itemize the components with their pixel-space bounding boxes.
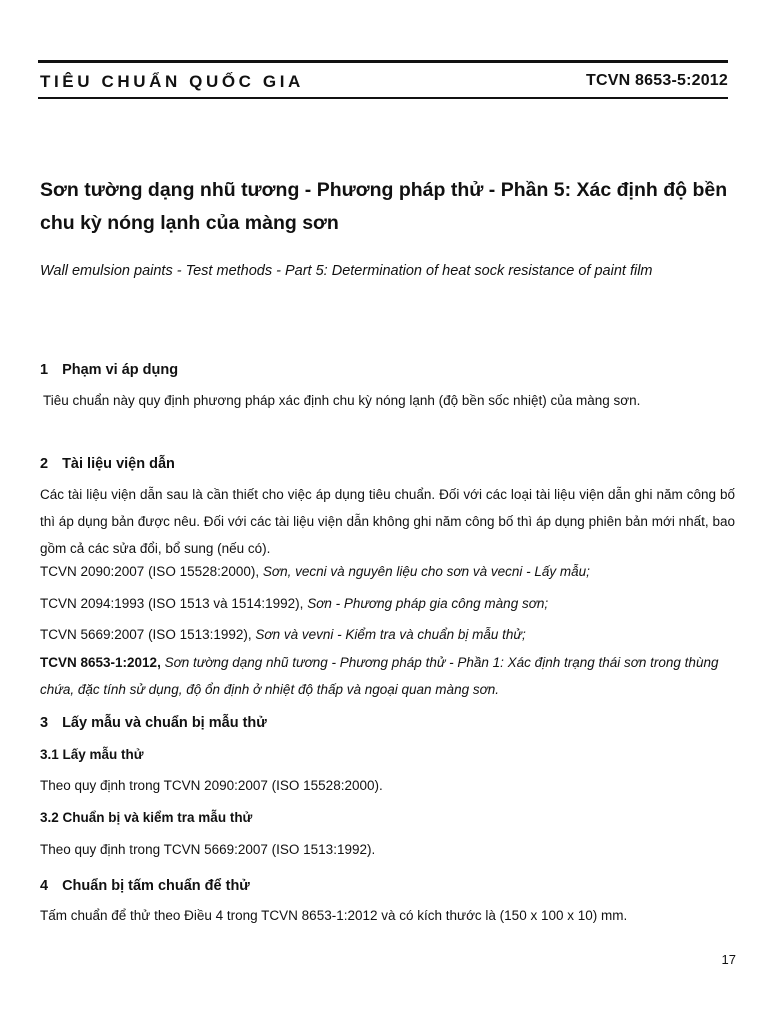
document-subtitle-english: Wall emulsion paints - Test methods - Part 5: Determination of heat sock resistance of paint film <box>40 263 653 279</box>
reference-item <box>40 621 735 648</box>
section-2-body: Các tài liệu viện dẫn sau là cần thiết cho việc áp dụng tiêu chuẩn. Đối với các loại tài liệu viện dẫn ghi năm công bố thì áp dụng bản được nêu. Đối với các tài liệu viện dẫn không ghi năm công bố thì áp dụng phiên bản mới nhất, bao gồm cả các sửa đổi, bổ sung (nếu có). <box>40 487 735 556</box>
reference-code: TCVN 5669:2007 (ISO 1513:1992), <box>40 627 252 642</box>
section-4-number: 4 <box>40 878 49 894</box>
header-standard-label: TIÊU CHUẨN QUỐC GIA <box>40 72 304 91</box>
section-4-heading <box>40 878 250 894</box>
section-2-title: Tài liệu viện dẫn <box>62 456 175 472</box>
reference-code: TCVN 2090:2007 (ISO 15528:2000), <box>40 564 260 579</box>
header-standard-code: TCVN 8653-5:2012 <box>586 72 728 89</box>
section-4-body: Tấm chuẩn để thử theo Điều 4 trong TCVN 8653-1:2012 và có kích thước là (150 x 100 x 10) mm. <box>40 908 628 923</box>
reference-item <box>40 558 735 585</box>
reference-title: Sơn, vecni và nguyên liệu cho sơn và vecni - Lấy mẫu; <box>262 564 590 579</box>
section-3-heading <box>40 715 267 731</box>
reference-code: TCVN 8653-1:2012, <box>40 655 161 670</box>
section-2-heading <box>40 456 175 472</box>
section-1-heading <box>40 362 178 378</box>
document-title: Sơn tường dạng nhũ tương - Phương pháp thử - Phần 5: Xác định độ bền chu kỳ nóng lạnh của màng sơn <box>40 179 728 234</box>
header-top-rule <box>38 60 728 63</box>
section-3-number: 3 <box>40 715 49 731</box>
reference-title: Sơn và vevni - Kiểm tra và chuẩn bị mẫu thử; <box>255 627 526 642</box>
subsection-3-1-heading: 3.1 Lấy mẫu thử <box>40 747 144 762</box>
subsection-3-2-heading: 3.2 Chuẩn bị và kiểm tra mẫu thử <box>40 810 253 825</box>
page-number: 17 <box>721 952 736 967</box>
section-4-title: Chuẩn bị tấm chuẩn để thử <box>62 878 250 894</box>
reference-item <box>40 590 735 617</box>
subsection-3-1-body: Theo quy định trong TCVN 2090:2007 (ISO 15528:2000). <box>40 778 383 793</box>
subsection-3-2-body: Theo quy định trong TCVN 5669:2007 (ISO 1513:1992). <box>40 842 376 857</box>
reference-title: Sơn - Phương pháp gia công màng sơn; <box>307 596 549 611</box>
section-1-title: Phạm vi áp dụng <box>62 362 179 378</box>
header-bottom-rule <box>38 97 728 99</box>
reference-item <box>40 649 735 703</box>
section-1-body: Tiêu chuẩn này quy định phương pháp xác định chu kỳ nóng lạnh (độ bền sốc nhiệt) của màng sơn. <box>43 393 641 408</box>
section-1-number: 1 <box>40 362 49 378</box>
reference-code: TCVN 2094:1993 (ISO 1513 và 1514:1992), <box>40 596 304 611</box>
section-3-title: Lấy mẫu và chuẩn bị mẫu thử <box>62 715 267 731</box>
section-2-number: 2 <box>40 456 49 472</box>
reference-title: Sơn tường dạng nhũ tương - Phương pháp thử - Phần 1: Xác định trạng thái sơn trong thùng chứa, đặc tính sử dụng, độ ổn định ở nhiệt độ thấp và ngoại quan màng sơn. <box>40 655 719 697</box>
